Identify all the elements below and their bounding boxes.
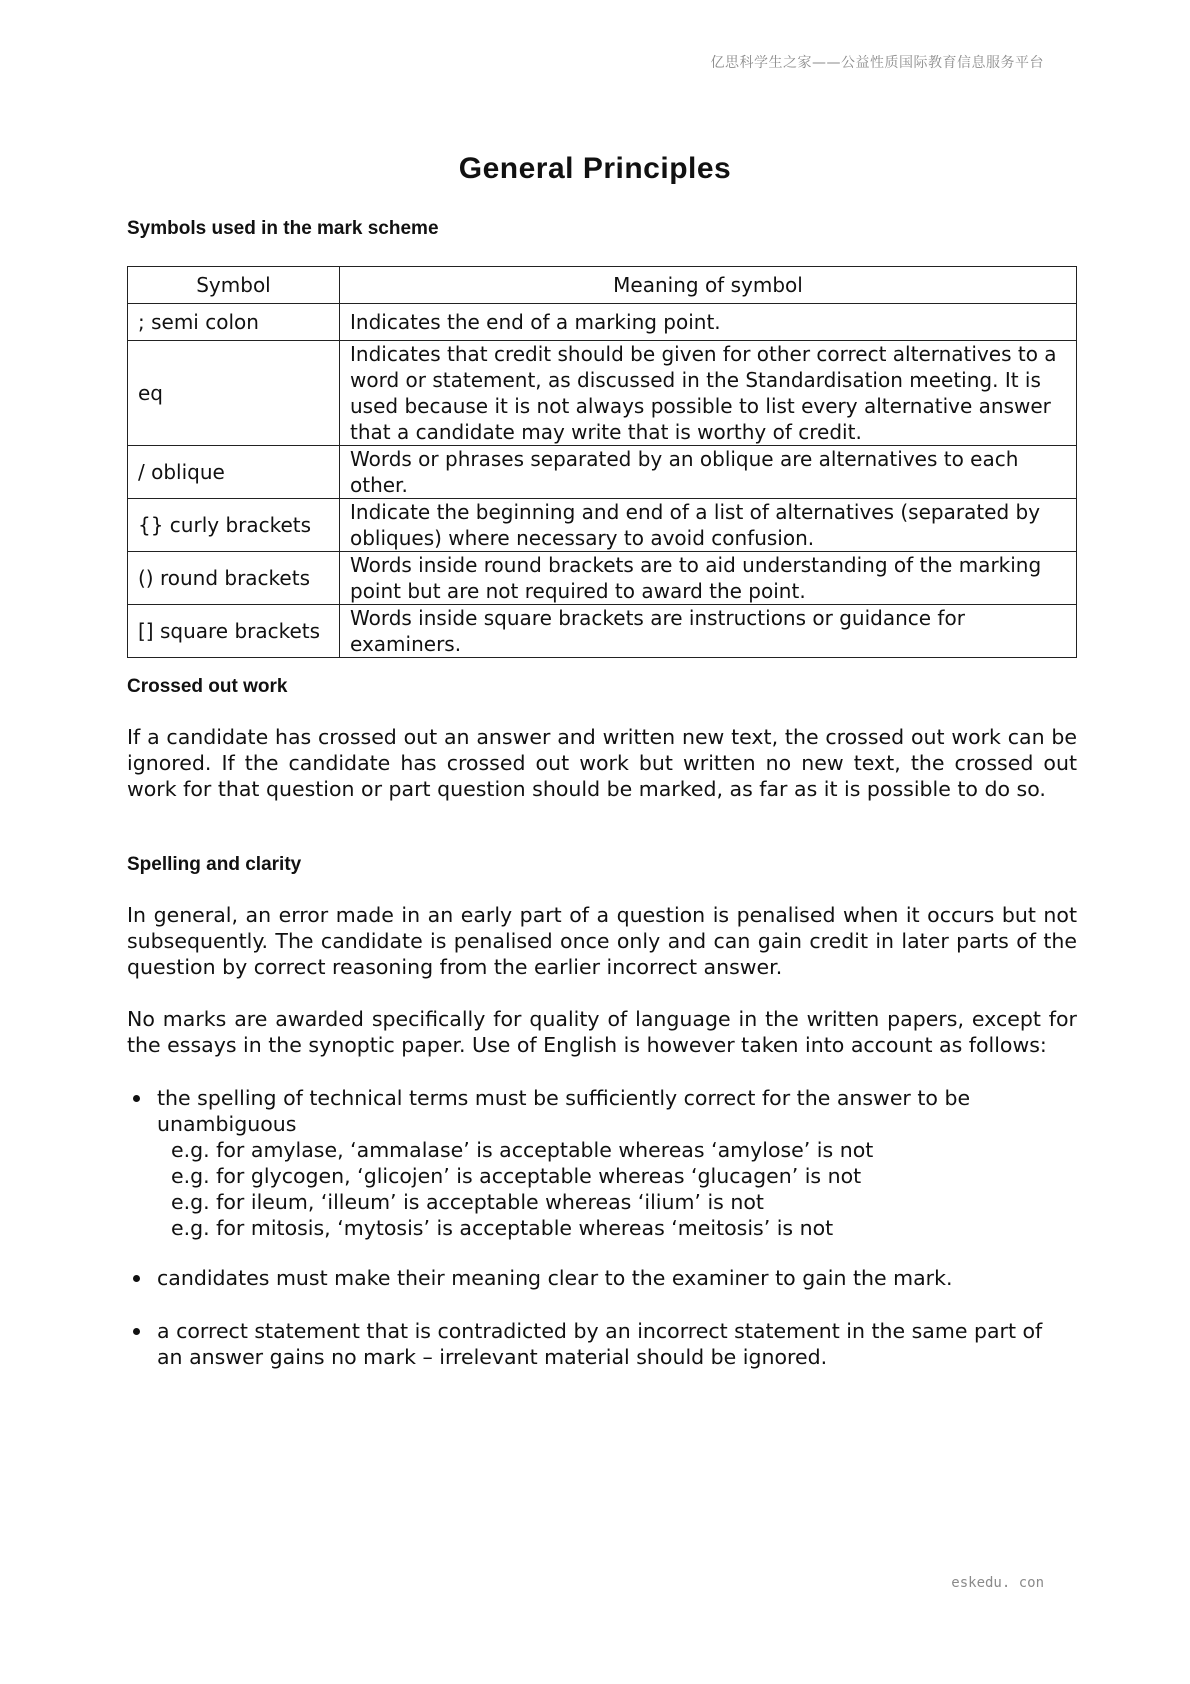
crossed-out-heading: Crossed out work xyxy=(127,676,288,697)
meaning-cell: Words inside round brackets are to aid understanding of the marking point but are not required to award the point. xyxy=(340,552,1077,605)
meaning-cell: Indicates that credit should be given for other correct alternatives to a word or statement, as discussed in the Standardisation meeting. It is used because it is not always possible to list every alternative answer that a candidate may write that is worthy of credit. xyxy=(340,341,1077,446)
table-row xyxy=(128,605,1077,658)
meaning-cell: Indicate the beginning and end of a list of alternatives (separated by obliques) where necessary to avoid confusion. xyxy=(340,499,1077,552)
list-item xyxy=(127,1318,1057,1370)
symbol-cell: [] square brackets xyxy=(128,605,340,658)
symbol-cell: () round brackets xyxy=(128,552,340,605)
symbol-cell: {} curly brackets xyxy=(128,499,340,552)
symbol-cell: / oblique xyxy=(128,446,340,499)
example-line: e.g. for amylase, ‘ammalase’ is acceptable whereas ‘amylose’ is not xyxy=(171,1138,874,1162)
example-line: e.g. for ileum, ‘illeum’ is acceptable whereas ‘ilium’ is not xyxy=(171,1190,764,1214)
spelling-paragraph-1: In general, an error made in an early part of a question is penalised when it occurs but not subsequently. The candidate is penalised once only and can gain credit in later parts of the question by correct reasoning from the earlier incorrect answer. xyxy=(127,903,1077,979)
spelling-heading: Spelling and clarity xyxy=(127,854,302,875)
table-row xyxy=(128,341,1077,446)
symbols-heading: Symbols used in the mark scheme xyxy=(127,218,439,239)
list-item xyxy=(127,1265,1087,1291)
example-line: e.g. for glycogen, ‘glicojen’ is acceptable whereas ‘glucagen’ is not xyxy=(171,1164,862,1188)
list-item xyxy=(127,1085,1087,1241)
table-header-symbol: Symbol xyxy=(128,267,340,304)
spelling-paragraph-2: No marks are awarded specifically for quality of language in the written papers, except for the essays in the synoptic paper. Use of English is however taken into account as follows: xyxy=(127,1007,1077,1057)
spelling-bullet-list-3 xyxy=(127,1318,1057,1370)
bullet-icon xyxy=(133,1275,140,1282)
bullet-text: the spelling of technical terms must be sufficiently correct for the answer to be unambiguous xyxy=(157,1086,971,1136)
footer-watermark: eskedu. con xyxy=(951,1575,1044,1591)
bullet-icon xyxy=(133,1095,140,1102)
table-header-meaning: Meaning of symbol xyxy=(340,267,1077,304)
header-banner: 亿思科学生之家——公益性质国际教育信息服务平台 xyxy=(710,55,1044,71)
spelling-bullet-list-2 xyxy=(127,1265,1087,1291)
bullet-icon xyxy=(133,1328,140,1335)
page-title: General Principles xyxy=(458,152,732,185)
table-row xyxy=(128,552,1077,605)
table-row xyxy=(128,304,1077,341)
symbols-table xyxy=(127,266,1077,658)
bullet-text: a correct statement that is contradicted by an incorrect statement in the same part of an answer gains no mark – irrelevant material should be ignored. xyxy=(157,1319,1043,1369)
table-header-row xyxy=(128,267,1077,304)
bullet-text: candidates must make their meaning clear to the examiner to gain the mark. xyxy=(157,1266,953,1290)
meaning-cell: Words inside square brackets are instructions or guidance for examiners. xyxy=(340,605,1077,658)
table-row xyxy=(128,499,1077,552)
meaning-cell: Words or phrases separated by an oblique are alternatives to each other. xyxy=(340,446,1077,499)
table-row xyxy=(128,446,1077,499)
spelling-bullet-list-1 xyxy=(127,1085,1087,1241)
meaning-cell: Indicates the end of a marking point. xyxy=(340,304,1077,341)
example-line: e.g. for mitosis, ‘mytosis’ is acceptable whereas ‘meitosis’ is not xyxy=(171,1216,834,1240)
crossed-out-paragraph: If a candidate has crossed out an answer and written new text, the crossed out work can be ignored. If the candidate has crossed out work but written no new text, the crossed out work for that question or part question should be marked, as far as it is possible to do so. xyxy=(127,725,1077,801)
symbol-cell: ; semi colon xyxy=(128,304,340,341)
symbol-cell: eq xyxy=(128,341,340,446)
